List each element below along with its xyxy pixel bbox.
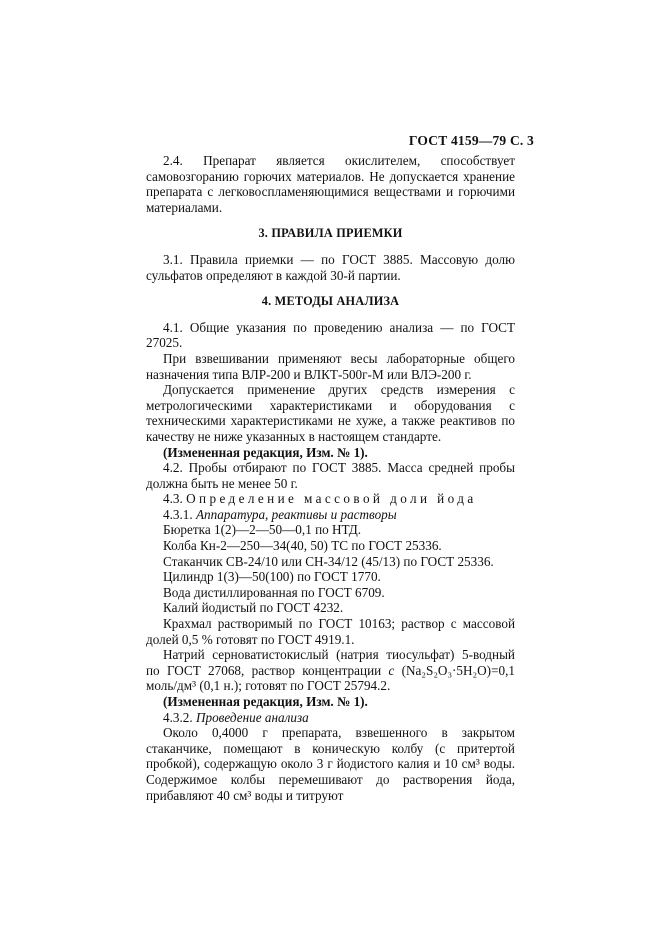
item-cylinder: Цилиндр 1(3)—50(100) по ГОСТ 1770. <box>163 569 381 585</box>
clause-number-4-3-1: 4.3.1. <box>163 506 193 522</box>
page-header: ГОСТ 4159—79 С. 3 <box>408 133 534 148</box>
amendment-note-2: (Измененная редакция, Изм. № 1). <box>163 694 368 709</box>
paragraph-4-3-2 <box>146 710 515 726</box>
amendment-note-1: (Измененная редакция, Изм. № 1). <box>163 444 368 460</box>
clause-title-4-3: Определение массовой доли йода <box>186 491 477 507</box>
section-3-heading: 3. ПРАВИЛА ПРИЕМКИ <box>258 226 403 241</box>
thiosulfate-tail: (0,1 н.); готовят по ГОСТ 25794.2. <box>196 678 391 694</box>
item-starch: Крахмал растворимый по ГОСТ 10163; раствор с массовой долей 0,5 % готовят по ГОСТ 4919.1. <box>146 616 515 647</box>
paragraph-3-1: 3.1. Правила приемки — по ГОСТ 3885. Массовую долю сульфатов определяют в каждой 30-й партии. <box>146 251 515 283</box>
clause-number-4-3-2: 4.3.2. <box>163 709 193 725</box>
section-4-heading: 4. МЕТОДЫ АНАЛИЗА <box>261 294 400 309</box>
item-potassium-iodide: Калий йодистый по ГОСТ 4232. <box>163 600 344 616</box>
thiosulfate-text: Натрий серноватистокислый (натрия тиосульфат) 5-водный по ГОСТ 27068, раствор концентрации <box>146 647 515 678</box>
paragraph-4-3-1 <box>146 507 515 523</box>
clause-number-4-3: 4.3. <box>163 491 183 507</box>
item-flask: Колба Кн-2—250—34(40, 50) ТС по ГОСТ 25336. <box>163 538 442 554</box>
paragraph-4-3 <box>146 491 515 507</box>
paragraph-weighing: При взвешивании применяют весы лабораторные общего назначения типа ВЛР-200 и ВЛКТ-500г-М или ВЛЭ-200 г. <box>146 350 515 382</box>
item-water: Вода дистиллированная по ГОСТ 6709. <box>163 584 385 600</box>
paragraph-2-4: 2.4. Препарат является окислителем, способствует самовозгоранию горючих материалов. Не допускается хранение препарата с легковоспламеняющимися веществами и горючими материалами. <box>146 153 515 215</box>
paragraph-allowed: Допускается применение других средств измерения с метрологическими характеристиками и оборудования с техническими характеристиками не хуже, а также реактивов по качеству не ниже указанных в настоящем стандарте. <box>146 382 515 444</box>
paragraph-4-2: 4.2. Пробы отбирают по ГОСТ 3885. Масса средней пробы должна быть не менее 50 г. <box>146 460 515 491</box>
clause-title-4-3-2: Проведение анализа <box>195 709 309 725</box>
document-body <box>146 153 515 803</box>
item-thiosulfate <box>146 647 515 694</box>
paragraph-4-1: 4.1. Общие указания по проведению анализа — по ГОСТ 27025. <box>146 319 515 351</box>
thiosulfate-formula: (Na₂S₂O₃·5H₂O)=0,1 моль/дм³ <box>146 662 515 694</box>
item-cup: Стаканчик СВ-24/10 или СН-34/12 (45/13) по ГОСТ 25336. <box>163 553 494 569</box>
clause-title-4-3-1: Аппаратура, реактивы и растворы <box>195 506 397 522</box>
concentration-symbol: c <box>388 662 395 678</box>
item-burette: Бюретка 1(2)—2—50—0,1 по НТД. <box>163 522 362 538</box>
paragraph-procedure: Около 0,4000 г препарата, взвешенного в закрытом стаканчике, помещают в коническую колбу (с притертой пробкой), содержащую около 3 г йодистого калия и 10 см³ воды. Содержимое колбы перемешивают до растворения йода, прибавляют 40 см³ воды и титруют <box>146 725 515 803</box>
